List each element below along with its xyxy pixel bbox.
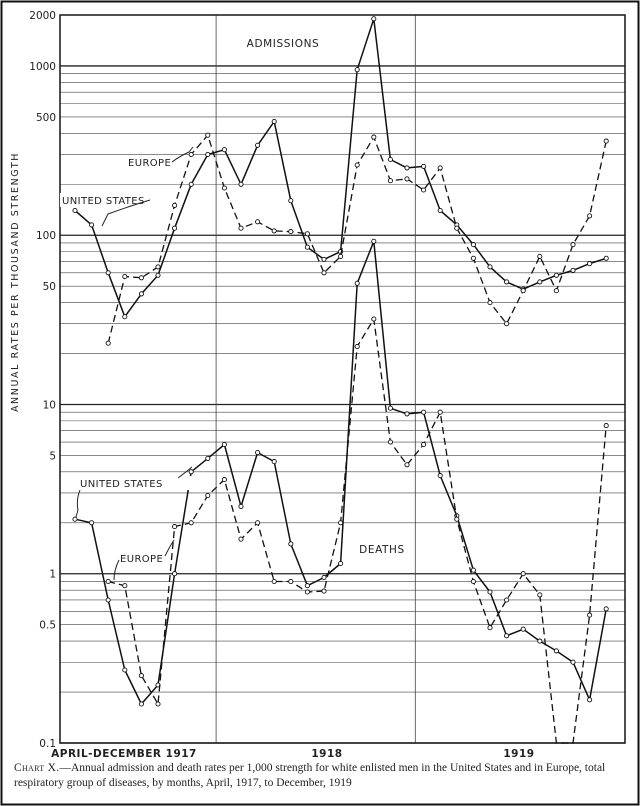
data-point xyxy=(355,163,359,167)
data-point xyxy=(422,410,426,414)
data-point xyxy=(488,265,492,269)
annotation-europe-deaths: EUROPE xyxy=(120,554,164,565)
data-point xyxy=(239,537,243,541)
data-point xyxy=(422,164,426,168)
data-point xyxy=(471,568,475,572)
data-point xyxy=(554,649,558,653)
data-point xyxy=(106,271,110,275)
data-point xyxy=(206,456,210,460)
data-point xyxy=(339,521,343,525)
data-point xyxy=(106,579,110,583)
data-point xyxy=(604,139,608,143)
data-point xyxy=(422,442,426,446)
data-point xyxy=(588,214,592,218)
data-point xyxy=(571,660,575,664)
series-line xyxy=(75,241,606,704)
data-point xyxy=(455,226,459,230)
data-point xyxy=(538,639,542,643)
data-point xyxy=(471,243,475,247)
y-tick-label: 1000 xyxy=(29,60,56,73)
data-point xyxy=(189,182,193,186)
minor-gridlines xyxy=(60,15,625,692)
data-point xyxy=(139,292,143,296)
annotation-us-admissions: UNITED STATES xyxy=(62,196,145,207)
data-point xyxy=(173,572,177,576)
data-point xyxy=(289,230,293,234)
data-point xyxy=(173,226,177,230)
data-point xyxy=(139,674,143,678)
series-layer xyxy=(73,17,608,743)
data-point xyxy=(322,257,326,261)
data-point xyxy=(372,135,376,139)
data-point xyxy=(106,598,110,602)
x-tick-label: 1919 xyxy=(503,748,535,760)
data-point xyxy=(388,406,392,410)
data-point xyxy=(222,442,226,446)
series-deaths-united-states xyxy=(73,239,608,706)
data-point xyxy=(173,525,177,529)
data-point xyxy=(73,208,77,212)
data-point xyxy=(505,280,509,284)
data-point xyxy=(272,229,276,233)
data-point xyxy=(604,607,608,611)
data-point xyxy=(272,460,276,464)
data-point xyxy=(554,289,558,293)
data-point xyxy=(521,289,525,293)
year-dividers xyxy=(216,15,415,743)
data-point xyxy=(588,262,592,266)
data-point xyxy=(256,143,260,147)
annotation-europe-admissions: EUROPE xyxy=(128,158,172,169)
data-point xyxy=(355,281,359,285)
data-point xyxy=(239,182,243,186)
data-point xyxy=(189,521,193,525)
data-point xyxy=(322,589,326,593)
data-point xyxy=(305,584,309,588)
annotation-leader-us-deaths xyxy=(76,490,80,517)
data-point xyxy=(388,157,392,161)
data-point xyxy=(388,440,392,444)
data-point xyxy=(538,280,542,284)
data-point xyxy=(90,521,94,525)
y-tick-label: 1 xyxy=(49,568,56,581)
data-point xyxy=(305,245,309,249)
data-point xyxy=(322,271,326,275)
y-tick-label: 2000 xyxy=(29,10,56,22)
data-point xyxy=(405,412,409,416)
data-point xyxy=(272,119,276,123)
y-tick-label: 0.5 xyxy=(39,619,56,632)
data-point xyxy=(588,613,592,617)
data-point xyxy=(339,254,343,258)
data-point xyxy=(604,424,608,428)
data-point xyxy=(156,702,160,706)
data-point xyxy=(289,199,293,203)
data-point xyxy=(289,579,293,583)
data-point xyxy=(538,593,542,597)
data-point xyxy=(355,68,359,72)
series-admissions-europe xyxy=(106,133,608,345)
data-point xyxy=(521,627,525,631)
data-point xyxy=(438,474,442,478)
data-point xyxy=(222,148,226,152)
data-point xyxy=(588,698,592,702)
data-point xyxy=(438,208,442,212)
data-point xyxy=(73,517,77,521)
deaths-title: DEATHS xyxy=(359,544,405,556)
data-point xyxy=(455,517,459,521)
data-point xyxy=(90,223,94,227)
data-point xyxy=(505,322,509,326)
data-point xyxy=(305,590,309,594)
data-point xyxy=(173,203,177,207)
data-point xyxy=(189,152,193,156)
y-tick-label: 10 xyxy=(42,399,56,412)
data-point xyxy=(488,301,492,305)
caption-lead: Chart X. xyxy=(14,762,60,774)
series-line xyxy=(108,319,606,743)
y-tick-label: 5 xyxy=(49,450,56,463)
data-point xyxy=(139,702,143,706)
data-point xyxy=(106,341,110,345)
data-point xyxy=(571,243,575,247)
data-point xyxy=(422,188,426,192)
data-point xyxy=(405,463,409,467)
y-tick-label: 0.1 xyxy=(39,738,56,750)
data-point xyxy=(289,542,293,546)
data-point xyxy=(372,17,376,21)
data-point xyxy=(471,579,475,583)
data-point xyxy=(256,521,260,525)
data-point xyxy=(438,410,442,414)
data-point xyxy=(206,133,210,137)
data-point xyxy=(239,226,243,230)
data-point xyxy=(256,450,260,454)
y-axis-label: ANNUAL RATES PER THOUSAND STRENGTH xyxy=(10,151,21,413)
data-point xyxy=(139,276,143,280)
data-point xyxy=(438,166,442,170)
y-tick-labels xyxy=(29,10,56,750)
data-point xyxy=(372,317,376,321)
data-point xyxy=(123,315,127,319)
data-point xyxy=(488,626,492,630)
data-point xyxy=(123,274,127,278)
data-point xyxy=(488,590,492,594)
annotation-us-deaths: UNITED STATES xyxy=(80,479,163,490)
data-point xyxy=(505,634,509,638)
data-point xyxy=(156,265,160,269)
data-point xyxy=(471,256,475,260)
plot-frame xyxy=(60,15,625,743)
data-point xyxy=(206,493,210,497)
caption-text: —Annual admission and death rates per 1,000 strength for white enlisted men in the United States and in Europe, total respiratory group of diseases, by months, April, 1917, to December, 1919 xyxy=(14,762,606,789)
data-point xyxy=(388,179,392,183)
data-point xyxy=(339,561,343,565)
data-point xyxy=(538,254,542,258)
data-point xyxy=(405,166,409,170)
data-point xyxy=(571,268,575,272)
data-point xyxy=(322,575,326,579)
annotations xyxy=(60,147,194,580)
page-border xyxy=(2,2,639,805)
y-tick-label: 50 xyxy=(42,281,56,294)
data-point xyxy=(305,232,309,236)
y-tick-label: 500 xyxy=(35,111,56,124)
x-tick-label: APRIL-DECEMBER 1917 xyxy=(51,748,197,760)
data-point xyxy=(123,668,127,672)
data-point xyxy=(189,470,193,474)
data-point xyxy=(272,579,276,583)
data-point xyxy=(604,256,608,260)
data-point xyxy=(206,152,210,156)
data-point xyxy=(554,273,558,277)
figure-caption xyxy=(14,761,628,791)
data-point xyxy=(123,584,127,588)
x-tick-labels xyxy=(51,748,534,760)
data-point xyxy=(222,478,226,482)
x-tick-label: 1918 xyxy=(311,748,343,760)
data-point xyxy=(239,504,243,508)
data-point xyxy=(521,572,525,576)
data-point xyxy=(222,186,226,190)
data-point xyxy=(256,220,260,224)
data-point xyxy=(405,177,409,181)
data-point xyxy=(505,598,509,602)
data-point xyxy=(355,344,359,348)
y-tick-label: 100 xyxy=(35,230,56,243)
admissions-title: ADMISSIONS xyxy=(246,38,320,50)
data-point xyxy=(156,273,160,277)
data-point xyxy=(372,239,376,243)
